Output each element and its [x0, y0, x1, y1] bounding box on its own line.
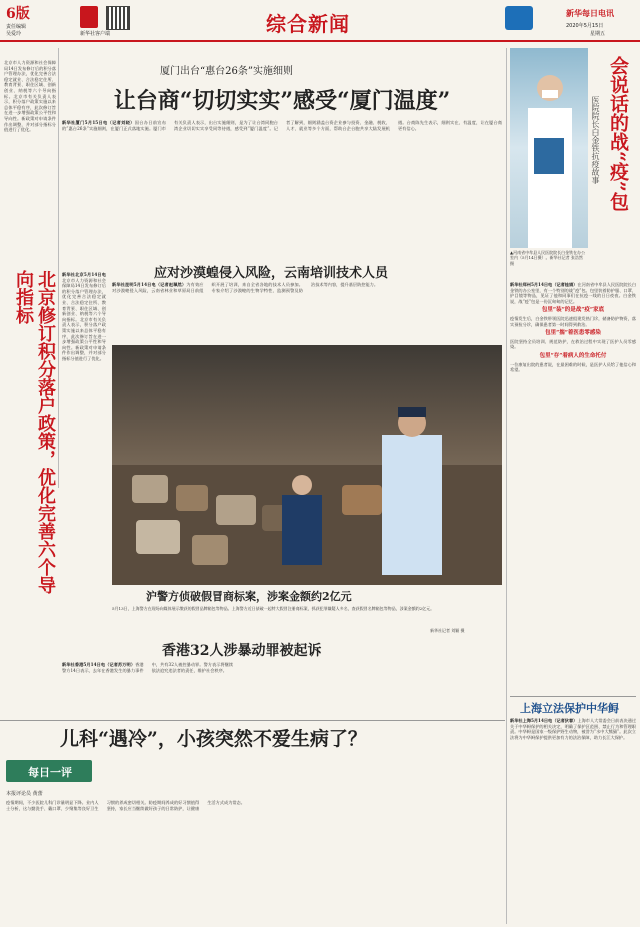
locust-title: 应对沙漠蝗侵入风险，云南培训技术人员	[154, 266, 389, 281]
hk-dateline: 新华社香港5月14日电（记者苏万明）	[62, 662, 136, 667]
beijing-text: 北京市人力资源和社会保障局14日发布修订后的积分落户管理办法，优化完善合法稳定就业、合法稳定住所、教育背景、职住区域、创新创业、纳税等六个导向指标。北京市有关负责人表示，积分落户政策实施以来总体平稳有序，此次修订旨在进一步增强政策公平性和导向性。新政策对申请条件作出调整，并对部分指标分值进行了优化。	[62, 277, 106, 361]
covid-subhead-3: 包里“存”着病人的生命托付	[539, 352, 607, 359]
hk-title: 香港32人涉暴动罪被起诉	[162, 643, 322, 659]
app-logo-icon	[80, 6, 98, 28]
covid-text-4: 一位康复出院的患者说，在最困难的时候，是医护人员给了他信心和希望。	[510, 361, 636, 373]
lead-dateline: 新华社厦门5月15日电（记者刘晓）	[62, 120, 135, 125]
paper-logo-icon	[505, 6, 533, 30]
covid-photo-caption-text: ▲河南省中牟县人民医院院长白金铁在办公室内（5月14日摄）。	[510, 250, 586, 261]
doctor-illustration	[510, 48, 588, 248]
hk-text: 香港警方14日表示，去年在香港发生的暴力事件中，共有32人被控暴动罪。警方表示将继续依法追究违法者的责任，维护社会秩序。	[62, 662, 234, 673]
shanghai-text: 上海市人大常委会日前表决通过关于中华鲟保护的相关决定，明确了保护区范围、禁止行为和管理职责。中华鲟是国家一级保护野生动物，被誉为“水中大熊猫”。此次立法将为中华鲟保护提供更加有力的法治保障，助力长江大保护。	[510, 718, 636, 740]
bottom-rule	[0, 720, 505, 721]
covid-photo-credit: 新华社记者 张浩然 摄	[510, 255, 583, 266]
lead-kicker: 厦门出台“惠台26条”实施细则	[160, 66, 293, 77]
editor-name: 吴爱玲	[6, 31, 22, 37]
right-column-rule	[506, 48, 507, 924]
covid-body	[510, 282, 636, 694]
shanghai-title: 上海立法保护中华鲟	[520, 702, 619, 715]
covid-title: 会说话的战“疫”包	[607, 56, 629, 211]
beijing-body	[62, 272, 106, 572]
left-column-rule	[58, 48, 59, 488]
locust-text: 为有效应对沙漠蝗侵入风险，云南省林业和草原局日前组织开展了培训，来自全省各地的技术人员参加。专家介绍了沙漠蝗的生物学特性、监测预警及防治技术等内容，提升基层防控能力。	[112, 282, 379, 293]
photo-caption	[112, 586, 502, 634]
lead-story	[62, 62, 502, 262]
shanghai-rule	[510, 696, 636, 697]
issue-date: 2020年5月15日	[566, 23, 604, 29]
photo-caption-body: 5月13日，上海警方在现场向媒体展示缴获的假冒品牌箱包等物品。上海警方近日侦破一起特大假冒注册商标案，抓获犯罪嫌疑人多名，查获假冒名牌箱包等物品，涉案金额约2亿元。	[112, 606, 435, 611]
covid-dateline: 新华社郑州5月14日电（记者桂娟）	[510, 282, 578, 287]
covid-subhead-1: 包里“装”的是战“疫”家底	[541, 307, 605, 314]
qr-code-icon	[106, 6, 130, 30]
page-header	[0, 0, 640, 42]
header-rule	[0, 40, 640, 42]
daily-commentary-label: 每日一评	[28, 766, 72, 779]
covid-subtitle: 医院院长白金铁抗疫故事	[591, 96, 600, 184]
locust-dateline: 新华社昆明5月14日电（记者赵珮然）	[112, 282, 187, 287]
left-column-body: 北京市人力资源和社会保障局14日发布修订后的积分落户管理办法，优化完善合法稳定就业、合法稳定住所、教育背景、职住区域、创新创业、纳税等六个导向指标。北京市有关负责人表示，积分落户政策实施以来总体平稳有序，此次修订旨在进一步增强政策公平性和导向性。新政策对申请条件作出调整，并对部分指标分值进行了优化。	[4, 60, 56, 133]
app-caption: 新华社客户端	[80, 31, 111, 37]
lead-title: 让台商“切切实实”感受“厦门温度”	[113, 88, 451, 114]
lead-text: 国台办日前宣布的“惠台26条”实施细则，在厦门正式落地实施。厦门市有关负责人表示，出台实施细则，是为了让台湾同胞台湾企业切切实实享受同等待遇，感受到“厦门温度”。记者了解到，细则涵盖台资企业参与投资、金融、税收、人才、就业等多个方面，帮助台企台胞共享大陆发展机遇。台商陈先生表示，细则实在、有温度，让在厦台商更有信心。	[62, 120, 502, 131]
covid-photo-caption	[510, 250, 588, 276]
photo-credit: 新华社记者 刘颖 摄	[430, 628, 465, 633]
covid-text-2: 疫情发生后，白金铁带领医院迅速组建发热门诊，储备防护物资，落实预检分诊，确保患者第一时间得到救治。	[510, 315, 636, 327]
page-number: 6版	[6, 6, 30, 22]
lead-body	[62, 120, 502, 260]
issue-weekday: 星期五	[590, 31, 606, 37]
hk-story	[62, 636, 502, 716]
shanghai-dateline: 新华社上海5月14日电（记者狄春）	[510, 718, 578, 723]
locust-body	[112, 282, 502, 342]
covid-text-3: 医院坚持全员培训、规范防护，在救治过程中实现了医护人员零感染。	[510, 338, 636, 350]
section-title: 综合新闻	[266, 12, 350, 36]
shanghai-body	[510, 718, 636, 923]
locust-story	[112, 262, 502, 342]
covid-text: 在河南省中牟县人民医院院长白金铁的办公室里，有一个特别的战“疫”包。包里装着防护服、口罩、护目镜等物品，见证了他和同事们在抗疫一线的日日夜夜。白金铁说，战“疫”包是一份沉甸甸的记忆。	[510, 282, 636, 304]
photo-illustration	[112, 345, 502, 585]
covid-photo	[510, 48, 588, 248]
photo-caption-title: 沪警方侦破假冒商标案，涉案金额约2亿元	[146, 590, 352, 603]
news-photo	[112, 345, 502, 585]
beijing-dateline: 新华社北京5月14日电	[62, 272, 106, 277]
paper-name: 新华每日电讯	[566, 9, 614, 18]
left-column-text	[4, 60, 56, 260]
hk-body	[62, 662, 502, 714]
editor-label: 责任编辑	[6, 24, 27, 30]
daily-commentary-badge	[6, 760, 92, 782]
beijing-title: 北京修订积分落户政策，优化完善六个导向指标	[13, 270, 56, 594]
cold-body: 疫情期间，不少医院儿科门诊量明显下降。业内人士分析，这与勤洗手、戴口罩、少聚集等良好卫生习惯的养成密切相关。防疫期间养成的好习惯值得坚持，家长应当继续做好孩子的日常防护，让健康生活方式成为常态。	[6, 800, 245, 811]
cold-author: 本报评论员 黄蕾	[6, 791, 43, 797]
covid-subhead-2: 包里“揣”着医患零感染	[545, 330, 601, 337]
cold-title: 儿科“遇冷”，小孩突然不爱生病了？	[60, 728, 367, 750]
